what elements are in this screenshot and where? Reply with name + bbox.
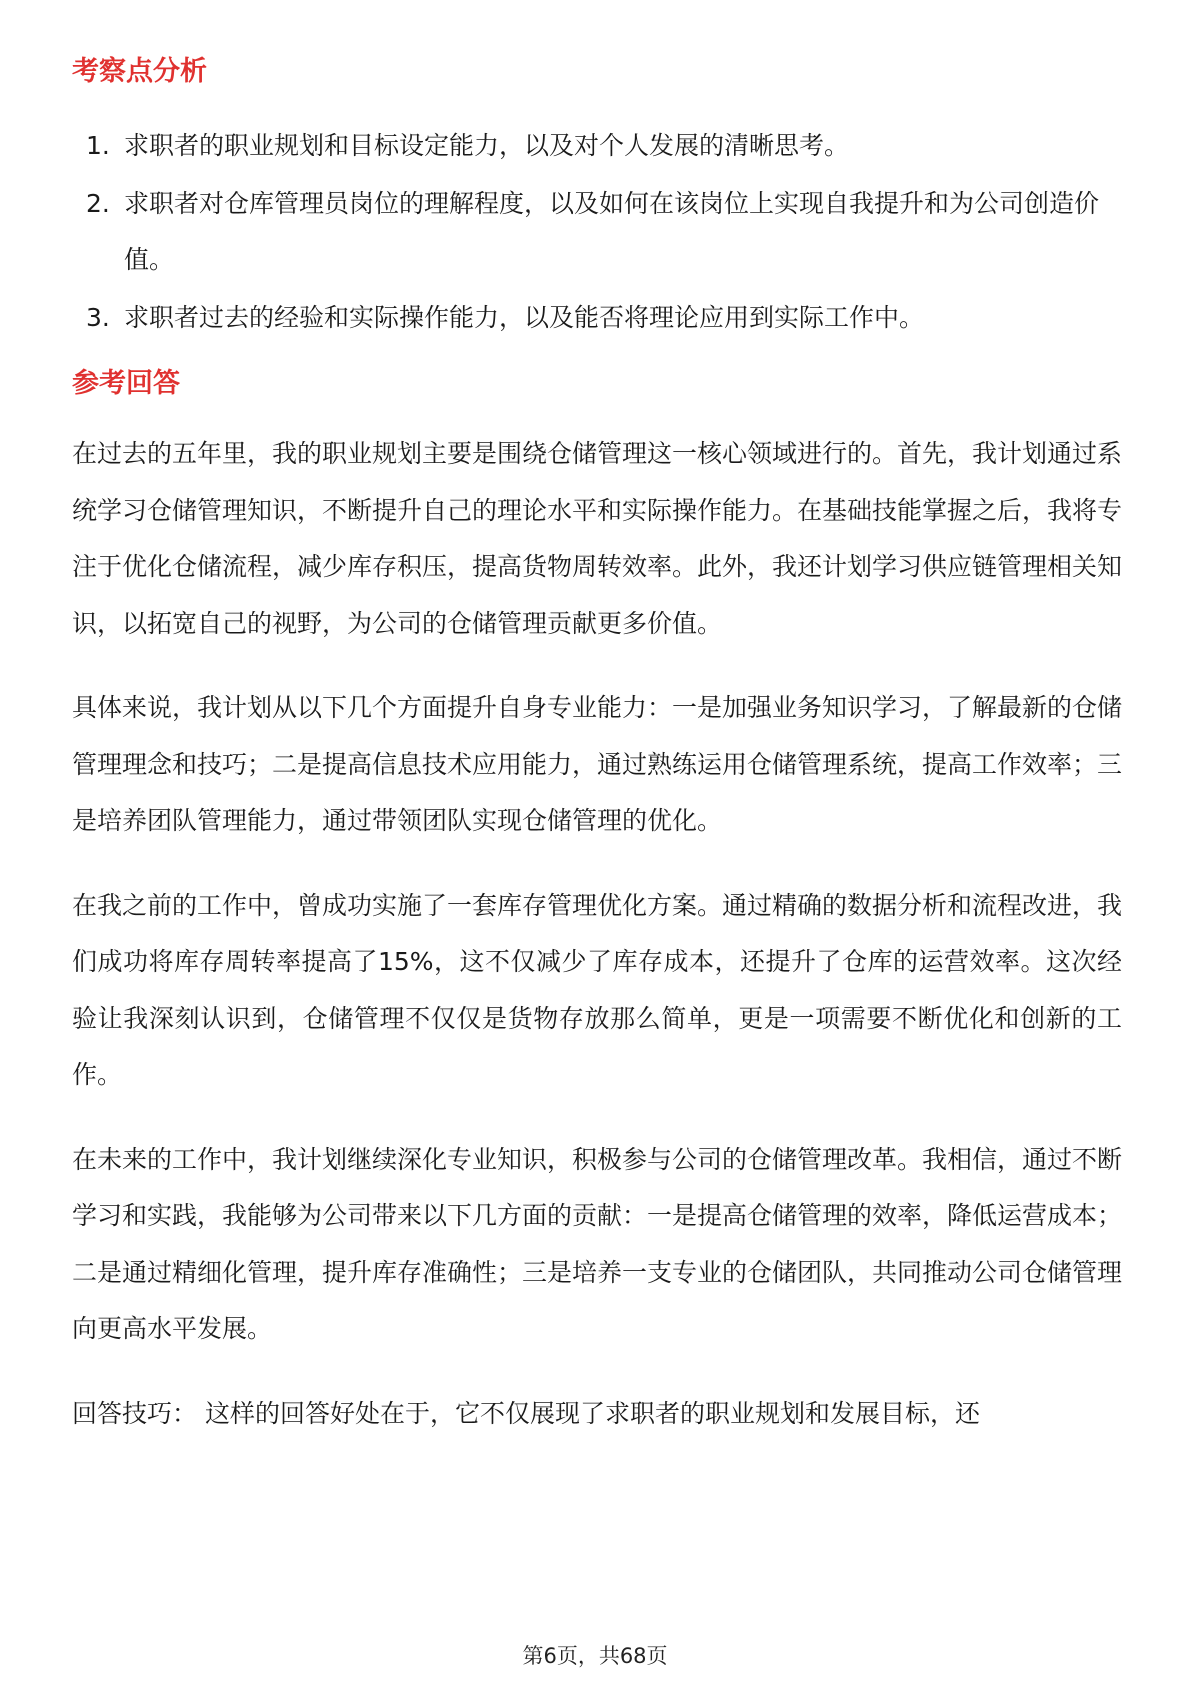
list-item [72,118,1122,174]
answer-heading: 参考回答 [72,368,180,399]
analysis-heading: 考察点分析 [72,56,207,87]
list-item-number: 3. [86,303,110,332]
list-item [72,176,1122,288]
answer-paragraph: 在过去的五年里，我的职业规划主要是围绕仓储管理这一核心领域进行的。首先，我计划通过系统学习仓储管理知识，不断提升自己的理论水平和实际操作能力。在基础技能掌握之后，我将专注于优化仓储流程，减少库存积压，提高货物周转效率。此外，我还计划学习供应链管理相关知识，以拓宽自己的视野，为公司的仓储管理贡献更多价值。 [72,439,1123,638]
list-item [72,290,1122,346]
list-item-text: 求职者对仓库管理员岗位的理解程度，以及如何在该岗位上实现自我提升和为公司创造价值。 [124,189,1100,274]
list-item-number: 1. [86,131,110,160]
answer-paragraph: 在我之前的工作中，曾成功实施了一套库存管理优化方案。通过精确的数据分析和流程改进，我们成功将库存周转率提高了15%，这不仅减少了库存成本，还提升了仓库的运营效率。这次经验让我深刻认识到，仓储管理不仅仅是货物存放那么简单，更是一项需要不断优化和创新的工作。 [72,890,1123,1089]
answer-paragraph: 在未来的工作中，我计划继续深化专业知识，积极参与公司的仓储管理改革。我相信，通过不断学习和实践，我能够为公司带来以下几方面的贡献：一是提高仓储管理的效率，降低运营成本；二是通过精细化管理，提升库存准确性；三是培养一支专业的仓储团队，共同推动公司仓储管理向更高水平发展。 [72,1144,1123,1343]
answer-paragraph: 具体来说，我计划从以下几个方面提升自身专业能力：一是加强业务知识学习，了解最新的仓储管理理念和技巧；二是提高信息技术应用能力，通过熟练运用仓储管理系统，提高工作效率；三是培养团队管理能力，通过带领团队实现仓储管理的优化。 [72,693,1123,835]
answer-tip: 回答技巧： 这样的回答好处在于，它不仅展现了求职者的职业规划和发展目标，还 [72,1398,980,1428]
list-item-text: 求职者的职业规划和目标设定能力，以及对个人发展的清晰思考。 [124,131,850,160]
list-item-number: 2. [86,189,110,218]
document-page [72,44,1122,1442]
page-number: 第6页，共68页 [522,1644,668,1668]
analysis-list [72,118,1122,346]
list-item-text: 求职者过去的经验和实际操作能力，以及能否将理论应用到实际工作中。 [124,303,925,332]
